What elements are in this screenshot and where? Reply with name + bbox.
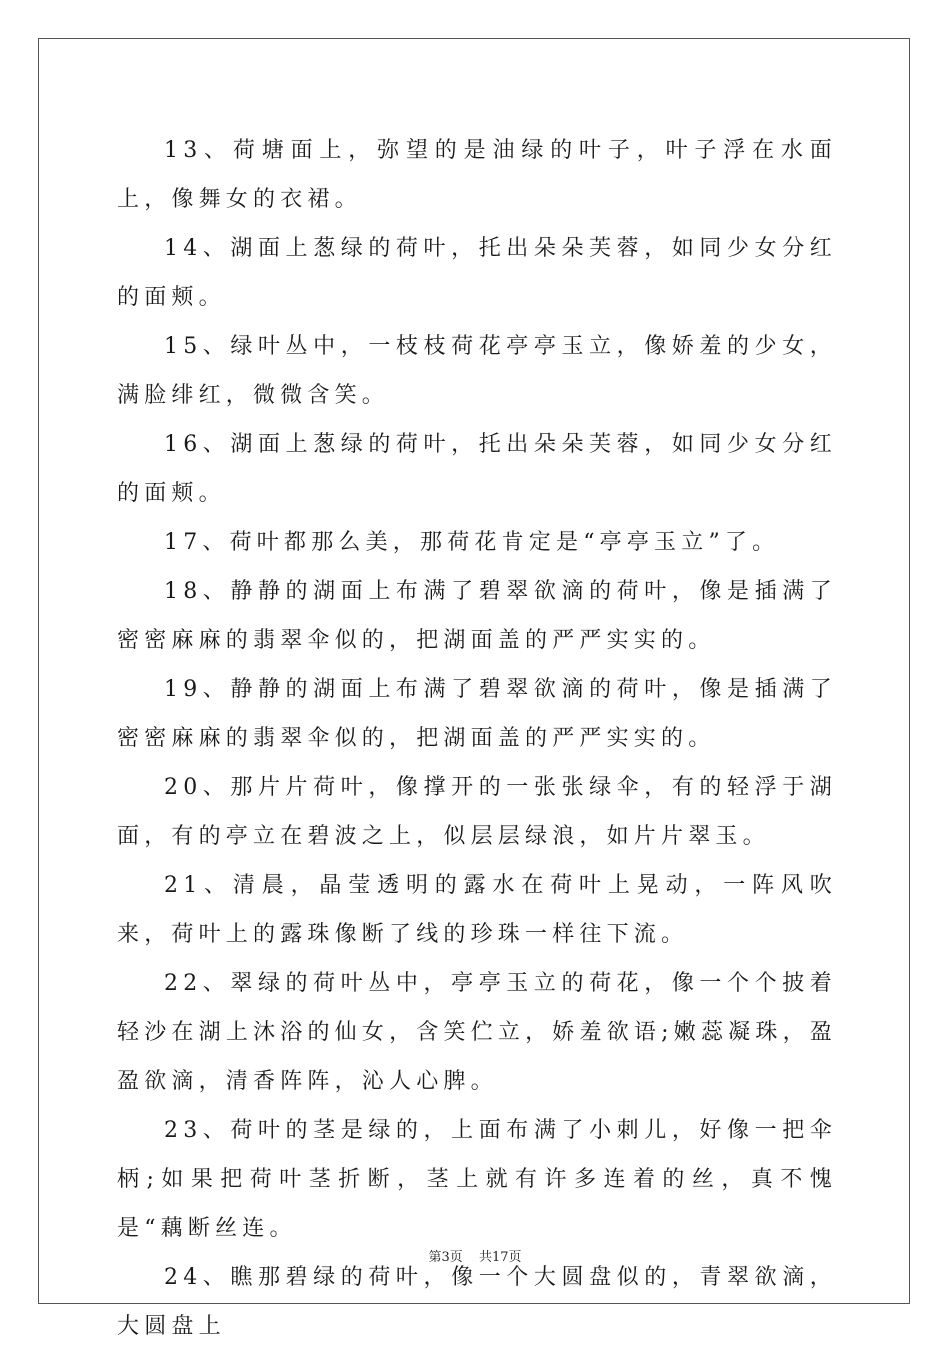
paragraph-15: 15、绿叶丛中，一枝枝荷花亭亭玉立，像娇羞的少女，满脸绯红，微微含笑。	[117, 334, 837, 408]
paragraph-23: 23、荷叶的茎是绿的，上面布满了小刺儿，好像一把伞柄;如果把荷叶茎折断，茎上就有许多连着的丝，真不愧是“藕断丝连。	[117, 1118, 837, 1241]
paragraph-14: 14、湖面上葱绿的荷叶，托出朵朵芙蓉，如同少女分红的面颊。	[117, 236, 837, 310]
paragraph-24: 24、瞧那碧绿的荷叶，像一个大圆盘似的，青翠欲滴，大圆盘上	[117, 1265, 837, 1339]
paragraph-22: 22、翠绿的荷叶丛中，亭亭玉立的荷花，像一个个披着轻沙在湖上沐浴的仙女，含笑伫立，娇羞欲语;嫩蕊凝珠，盈盈欲滴，清香阵阵，沁人心脾。	[117, 971, 837, 1094]
document-body	[117, 126, 837, 1351]
page-number: 第3页	[428, 1250, 463, 1265]
paragraph-20: 20、那片片荷叶，像撑开的一张张绿伞，有的轻浮于湖面，有的亭立在碧波之上，似层层绿浪，如片片翠玉。	[117, 775, 837, 849]
paragraph-16: 16、湖面上葱绿的荷叶，托出朵朵芙蓉，如同少女分红的面颊。	[117, 432, 837, 506]
paragraph-17: 17、荷叶都那么美，那荷花肯定是“亭亭玉立”了。	[164, 530, 780, 555]
paragraph-19: 19、静静的湖面上布满了碧翠欲滴的荷叶，像是插满了密密麻麻的翡翠伞似的，把湖面盖的严严实实的。	[117, 677, 837, 751]
paragraph-18: 18、静静的湖面上布满了碧翠欲滴的荷叶，像是插满了密密麻麻的翡翠伞似的，把湖面盖的严严实实的。	[117, 579, 837, 653]
paragraph-21: 21、清晨，晶莹透明的露水在荷叶上晃动，一阵风吹来，荷叶上的露珠像断了线的珍珠一样往下流。	[117, 873, 837, 947]
paragraph-13: 13、荷塘面上，弥望的是油绿的叶子，叶子浮在水面上，像舞女的衣裙。	[117, 138, 837, 212]
page-total: 共17页	[478, 1250, 522, 1265]
page-footer	[0, 1246, 950, 1265]
